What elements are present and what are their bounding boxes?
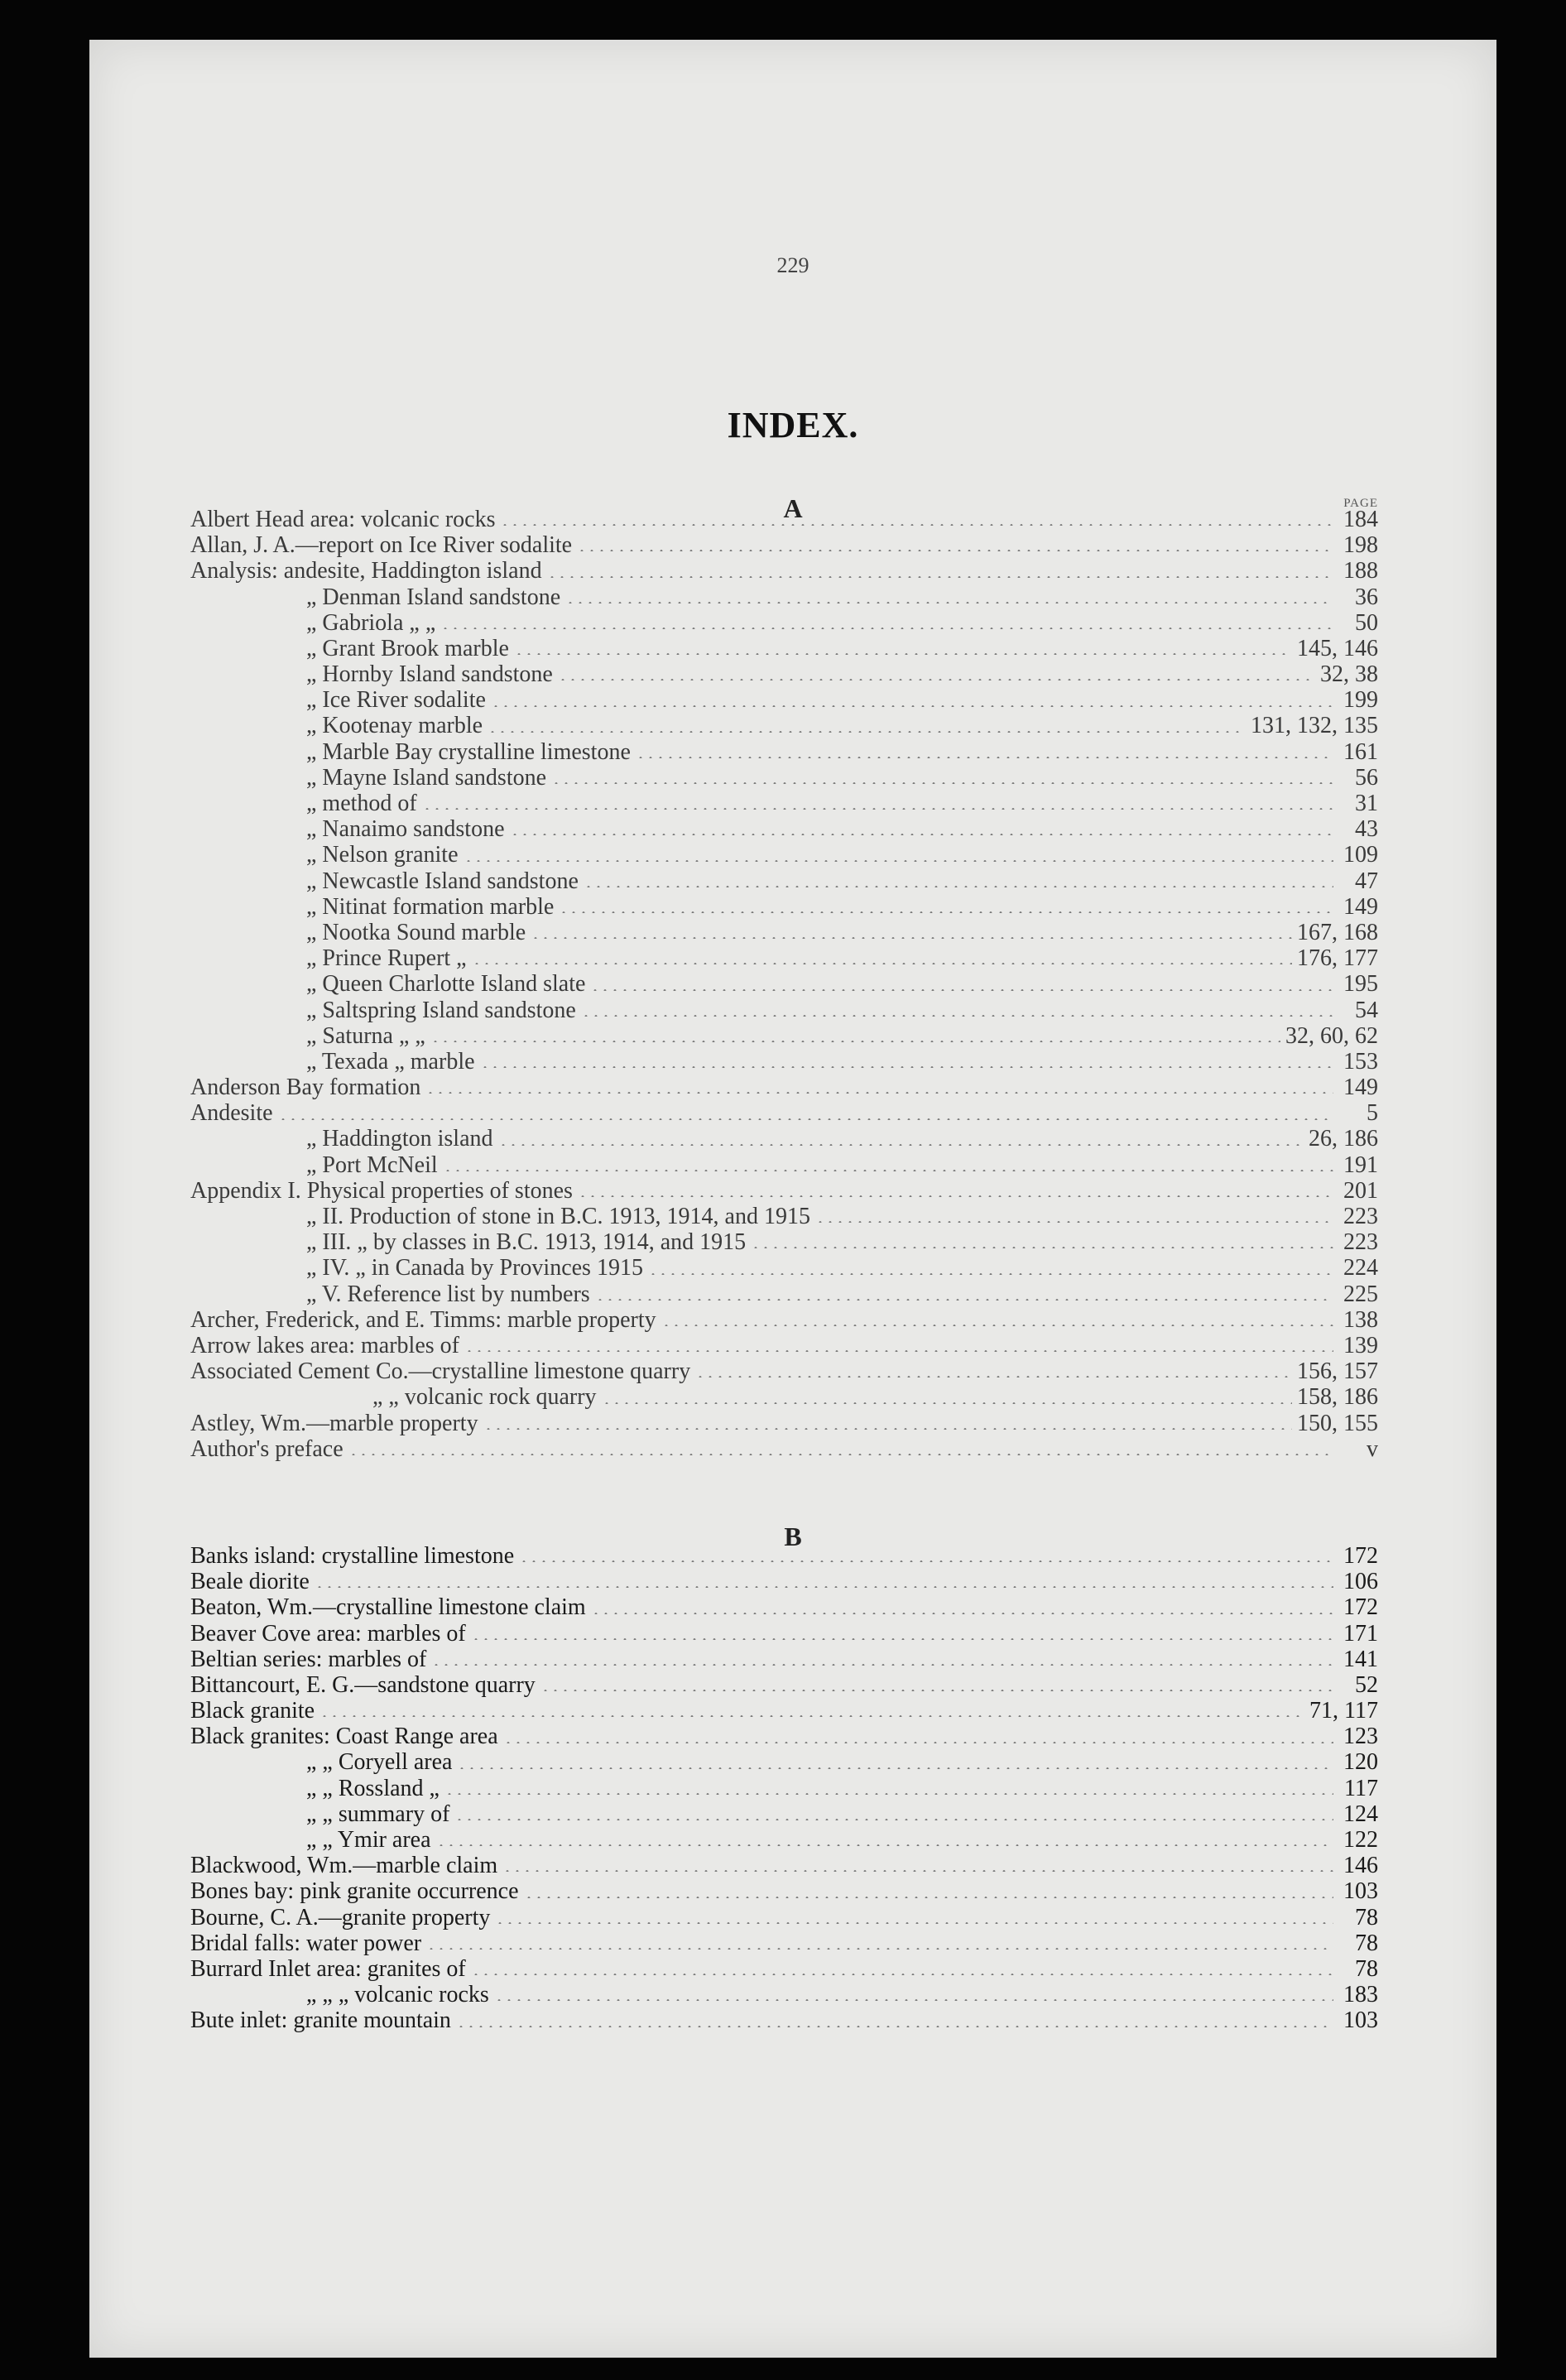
index-entry-text: Banks island: crystalline limestone xyxy=(190,1542,515,1569)
index-entry-pages: 145, 146 xyxy=(1297,635,1378,661)
index-entry-text: „ V. Reference list by numbers xyxy=(306,1281,590,1307)
dot-leader xyxy=(425,1092,1333,1094)
index-entry-text: „ „ Ymir area xyxy=(306,1827,431,1854)
section-letter-b: B xyxy=(784,1522,802,1551)
index-entry xyxy=(190,1647,1378,1672)
index-entry-text: Burrard Inlet area: granites of xyxy=(190,1955,466,1982)
index-entry-text: Beltian series: marbles of xyxy=(190,1646,427,1672)
dot-leader xyxy=(661,1325,1333,1326)
dot-leader xyxy=(491,705,1333,707)
dot-leader xyxy=(602,1402,1292,1404)
index-entry-text: „ Saltspring Island sandstone xyxy=(306,997,576,1023)
dot-leader xyxy=(558,679,1315,680)
index-entry-text: „ „ summary of xyxy=(306,1801,450,1827)
index-entry-pages: 138 xyxy=(1343,1306,1378,1333)
index-entry-pages: 78 xyxy=(1355,1930,1378,1956)
index-entry-pages: 71, 117 xyxy=(1309,1698,1378,1724)
index-entry-text: „ Nootka Sound marble xyxy=(306,919,526,945)
index-entry xyxy=(190,791,1378,816)
dot-leader xyxy=(483,1428,1292,1430)
index-entry-text: Archer, Frederick, and E. Timms: marble property xyxy=(190,1306,656,1333)
dot-leader xyxy=(540,1690,1333,1691)
dot-leader xyxy=(315,1586,1333,1588)
index-entry-text: „ Denman Island sandstone xyxy=(306,584,561,610)
index-entry-text: „ Queen Charlotte Island slate xyxy=(306,971,586,998)
index-entry-text: „ „ Rossland „ xyxy=(306,1775,440,1801)
dot-leader xyxy=(751,1247,1333,1248)
dot-leader xyxy=(590,989,1333,991)
dot-leader xyxy=(464,1350,1333,1352)
index-entry-pages: 149 xyxy=(1343,1075,1378,1101)
index-entry xyxy=(190,1204,1378,1229)
dot-leader xyxy=(430,1041,1280,1042)
index-entry-pages: 124 xyxy=(1343,1801,1378,1827)
dot-leader xyxy=(514,653,1292,655)
dot-leader xyxy=(531,937,1292,939)
index-entry-pages: 188 xyxy=(1343,558,1378,584)
section-letter-a: A xyxy=(783,493,803,523)
page-number: 229 xyxy=(776,253,809,277)
dot-leader xyxy=(422,808,1333,810)
index-entry-text: Beaver Cove area: marbles of xyxy=(190,1620,466,1647)
dot-leader xyxy=(494,1999,1333,2001)
index-list-b xyxy=(190,1543,1378,2034)
index-entry-pages: 103 xyxy=(1343,2007,1378,2034)
index-entry-pages: 32, 38 xyxy=(1320,661,1378,688)
index-entry-text: Bones bay: pink granite occurrence xyxy=(190,1878,519,1905)
index-entry-text: „ Mayne Island sandstone xyxy=(306,764,547,791)
index-entry-pages: 78 xyxy=(1355,1955,1378,1982)
index-entry xyxy=(190,1281,1378,1307)
dot-leader xyxy=(565,602,1333,603)
index-entry xyxy=(190,739,1378,765)
dot-leader xyxy=(547,576,1333,578)
dot-leader xyxy=(581,1015,1333,1017)
dot-leader xyxy=(495,1922,1333,1924)
dot-leader xyxy=(524,1897,1333,1898)
index-entry xyxy=(190,1100,1378,1126)
index-entry-pages: 106 xyxy=(1343,1569,1378,1595)
index-entry xyxy=(190,1853,1378,1878)
index-entry xyxy=(190,507,1378,532)
index-entry xyxy=(190,1750,1378,1776)
index-entry-pages: 56 xyxy=(1355,764,1378,791)
index-entry-text: Black granite xyxy=(190,1698,315,1724)
index-entry-text: Andesite xyxy=(190,1100,273,1127)
index-entry-text: Blackwood, Wm.—marble claim xyxy=(190,1853,498,1879)
index-entry-pages: v xyxy=(1367,1435,1378,1462)
dot-leader xyxy=(436,1844,1333,1846)
index-entry-pages: 43 xyxy=(1355,816,1378,843)
dot-leader xyxy=(502,1870,1333,1872)
index-entry-text: „ Ice River sodalite xyxy=(306,687,486,714)
dot-leader xyxy=(472,963,1292,964)
index-entry-pages: 5 xyxy=(1367,1100,1378,1127)
index-entry xyxy=(190,1333,1378,1358)
dot-leader xyxy=(503,1742,1333,1743)
index-entry-pages: 183 xyxy=(1343,1982,1378,2008)
index-entry-pages: 161 xyxy=(1343,738,1378,765)
index-entry-pages: 223 xyxy=(1343,1229,1378,1256)
index-entry-text: „ Texada „ marble xyxy=(306,1048,475,1075)
index-entry-text: Author's preface xyxy=(190,1435,343,1462)
index-entry-text: „ Nitinat formation marble xyxy=(306,893,555,920)
dot-leader xyxy=(551,782,1333,784)
dot-leader xyxy=(498,1144,1304,1146)
index-entry-text: Bourne, C. A.—granite property xyxy=(190,1904,491,1930)
dot-leader xyxy=(464,860,1334,862)
index-entry xyxy=(190,765,1378,791)
index-entry-pages: 172 xyxy=(1343,1594,1378,1621)
index-entry xyxy=(190,1698,1378,1724)
index-entry-pages: 31 xyxy=(1355,791,1378,817)
index-entry-text: „ Hornby Island sandstone xyxy=(306,661,553,688)
index-entry-pages: 198 xyxy=(1343,532,1378,559)
dot-leader xyxy=(648,1273,1333,1275)
index-entry-text: Albert Head area: volcanic rocks xyxy=(190,506,496,532)
index-entry xyxy=(190,1049,1378,1075)
index-entry xyxy=(190,971,1378,997)
dot-leader xyxy=(500,524,1333,526)
dot-leader xyxy=(595,1299,1333,1301)
index-entry-text: „ Saturna „ „ xyxy=(306,1022,425,1049)
dot-leader xyxy=(431,1664,1333,1666)
index-entry xyxy=(190,2007,1378,2033)
index-entry-text: „ Newcastle Island sandstone xyxy=(306,868,579,894)
index-entry-text: Arrow lakes area: marbles of xyxy=(190,1332,459,1358)
dot-leader xyxy=(584,886,1333,887)
index-entry-pages: 225 xyxy=(1343,1281,1378,1307)
index-entry-pages: 78 xyxy=(1355,1904,1378,1930)
index-entry xyxy=(190,661,1378,687)
index-entry xyxy=(190,816,1378,842)
index-entry-text: Bridal falls: water power xyxy=(190,1930,422,1956)
index-entry-pages: 32, 60, 62 xyxy=(1285,1022,1378,1049)
index-entry-pages: 139 xyxy=(1343,1332,1378,1358)
index-entry-pages: 47 xyxy=(1355,868,1378,894)
index-entry-pages: 153 xyxy=(1343,1048,1378,1075)
index-entry-pages: 122 xyxy=(1343,1827,1378,1854)
index-entry xyxy=(190,1569,1378,1594)
index-entry xyxy=(190,1930,1378,1956)
index-entry xyxy=(190,1672,1378,1698)
index-entry-pages: 149 xyxy=(1343,893,1378,920)
index-entry-pages: 36 xyxy=(1355,584,1378,610)
dot-leader xyxy=(426,1948,1333,1950)
index-entry-text: „ method of xyxy=(306,791,417,817)
index-entry xyxy=(190,1982,1378,2007)
index-entry xyxy=(190,714,1378,739)
index-entry-pages: 224 xyxy=(1343,1255,1378,1281)
index-entry-text: Allan, J. A.—report on Ice River sodalite xyxy=(190,532,573,559)
page-column-heading: PAGE xyxy=(1343,497,1378,510)
index-entry xyxy=(190,1023,1378,1049)
index-entry-text: „ Haddington island xyxy=(306,1126,493,1152)
index-entry-text: „ IV. „ in Canada by Provinces 1915 xyxy=(306,1255,643,1281)
index-entry-text: Appendix I. Physical properties of stones xyxy=(190,1177,573,1204)
index-entry-text: „ „ „ volcanic rocks xyxy=(306,1982,489,2008)
index-entry xyxy=(190,868,1378,894)
index-entry-pages: 150, 155 xyxy=(1297,1410,1378,1436)
index-entry-pages: 158, 186 xyxy=(1297,1384,1378,1411)
index-entry-text: „ Prince Rupert „ xyxy=(306,945,467,972)
index-list-a xyxy=(190,507,1378,1462)
index-entry xyxy=(190,1956,1378,1982)
index-entry-pages: 131, 132, 135 xyxy=(1251,713,1378,739)
index-entry xyxy=(190,1075,1378,1100)
index-entry xyxy=(190,894,1378,920)
index-entry-pages: 195 xyxy=(1343,971,1378,998)
dot-leader xyxy=(559,911,1333,913)
dot-leader xyxy=(278,1118,1333,1120)
index-entry xyxy=(190,1411,1378,1436)
dot-leader xyxy=(454,1819,1333,1820)
index-entry-pages: 199 xyxy=(1343,687,1378,714)
index-entry xyxy=(190,610,1378,636)
index-entry xyxy=(190,636,1378,661)
index-entry xyxy=(190,1878,1378,1904)
index-entry-text: „ Grant Brook marble xyxy=(306,635,509,661)
index-entry-pages: 223 xyxy=(1343,1204,1378,1230)
index-entry-pages: 50 xyxy=(1355,609,1378,636)
index-entry-text: Anderson Bay formation xyxy=(190,1075,421,1101)
index-entry-pages: 141 xyxy=(1343,1646,1378,1672)
index-entry-text: „ Marble Bay crystalline limestone xyxy=(306,738,631,765)
index-entry-pages: 201 xyxy=(1343,1177,1378,1204)
index-entry-pages: 167, 168 xyxy=(1297,919,1378,945)
index-entry-pages: 156, 157 xyxy=(1297,1358,1378,1385)
dot-leader xyxy=(578,1195,1333,1197)
index-entry-pages: 123 xyxy=(1343,1724,1378,1750)
index-entry xyxy=(190,945,1378,971)
index-entry xyxy=(190,1229,1378,1255)
dot-leader xyxy=(695,1376,1292,1378)
index-entry-text: Black granites: Coast Range area xyxy=(190,1724,498,1750)
dot-leader xyxy=(319,1715,1304,1717)
index-entry-pages: 191 xyxy=(1343,1152,1378,1178)
dot-leader xyxy=(348,1454,1333,1455)
index-entry xyxy=(190,1127,1378,1152)
index-entry-pages: 184 xyxy=(1343,506,1378,532)
index-entry-text: Astley, Wm.—marble property xyxy=(190,1410,478,1436)
dot-leader xyxy=(591,1613,1333,1614)
index-entry-text: Beale diorite xyxy=(190,1569,310,1595)
index-entry xyxy=(190,1178,1378,1204)
index-entry-pages: 172 xyxy=(1343,1542,1378,1569)
dot-leader xyxy=(471,1638,1333,1640)
index-entry-pages: 120 xyxy=(1343,1749,1378,1776)
index-entry xyxy=(190,558,1378,584)
dot-leader xyxy=(471,1974,1333,1975)
index-entry-text: „ „ Coryell area xyxy=(306,1749,453,1776)
index-entry-text: Bute inlet: granite mountain xyxy=(190,2007,451,2034)
index-entry-text: „ III. „ by classes in B.C. 1913, 1914, and 1915 xyxy=(306,1229,747,1256)
index-entry xyxy=(190,1621,1378,1647)
index-entry xyxy=(190,1724,1378,1749)
dot-leader xyxy=(456,2026,1333,2027)
index-entry-text: „ Nelson granite xyxy=(306,842,459,868)
index-entry-text: Bittancourt, E. G.—sandstone quarry xyxy=(190,1671,536,1698)
dot-leader xyxy=(457,1767,1333,1769)
dot-leader xyxy=(636,757,1333,758)
index-entry-pages: 103 xyxy=(1343,1878,1378,1905)
dot-leader xyxy=(510,834,1334,835)
index-entry xyxy=(190,1827,1378,1853)
index-entry xyxy=(190,1594,1378,1620)
index-entry xyxy=(190,1801,1378,1827)
index-entry xyxy=(190,1152,1378,1178)
index-entry-text: „ II. Production of stone in B.C. 1913, 1914, and 1915 xyxy=(306,1204,810,1230)
dot-leader xyxy=(519,1560,1333,1562)
index-entry xyxy=(190,1358,1378,1384)
dot-leader xyxy=(577,550,1333,551)
index-entry xyxy=(190,687,1378,713)
index-entry xyxy=(190,584,1378,610)
index-entry-text: „ Kootenay marble xyxy=(306,713,483,739)
index-entry xyxy=(190,1436,1378,1462)
index-entry xyxy=(190,1307,1378,1333)
index-entry xyxy=(190,532,1378,558)
index-entry-text: „ Nanaimo sandstone xyxy=(306,816,505,843)
dot-leader xyxy=(440,627,1333,629)
dot-leader xyxy=(443,1170,1333,1171)
index-entry-text: Beaton, Wm.—crystalline limestone claim xyxy=(190,1594,586,1621)
dot-leader xyxy=(488,731,1246,733)
index-entry xyxy=(190,920,1378,945)
index-entry-pages: 109 xyxy=(1343,842,1378,868)
page-title: INDEX. xyxy=(727,405,859,445)
index-entry-text: Associated Cement Co.—crystalline limestone quarry xyxy=(190,1358,691,1385)
dot-leader xyxy=(444,1793,1333,1795)
index-entry-pages: 52 xyxy=(1355,1671,1378,1698)
index-entry-text: Analysis: andesite, Haddington island xyxy=(190,558,542,584)
index-entry xyxy=(190,1255,1378,1281)
index-entry-pages: 176, 177 xyxy=(1297,945,1378,972)
index-entry-text: „ „ volcanic rock quarry xyxy=(372,1384,597,1411)
index-entry-pages: 146 xyxy=(1343,1853,1378,1879)
index-entry xyxy=(190,1384,1378,1410)
dot-leader xyxy=(815,1221,1333,1223)
index-entry xyxy=(190,1543,1378,1569)
index-entry-pages: 54 xyxy=(1355,997,1378,1023)
dot-leader xyxy=(480,1066,1333,1068)
index-entry-pages: 26, 186 xyxy=(1309,1126,1378,1152)
index-entry xyxy=(190,842,1378,868)
index-entry xyxy=(190,1905,1378,1930)
index-entry-pages: 171 xyxy=(1343,1620,1378,1647)
index-entry xyxy=(190,998,1378,1023)
index-entry xyxy=(190,1776,1378,1801)
index-page xyxy=(89,40,1496,2358)
index-entry-text: „ Gabriola „ „ xyxy=(306,609,436,636)
index-entry-text: „ Port McNeil xyxy=(306,1152,438,1178)
index-entry-pages: 117 xyxy=(1344,1775,1378,1801)
